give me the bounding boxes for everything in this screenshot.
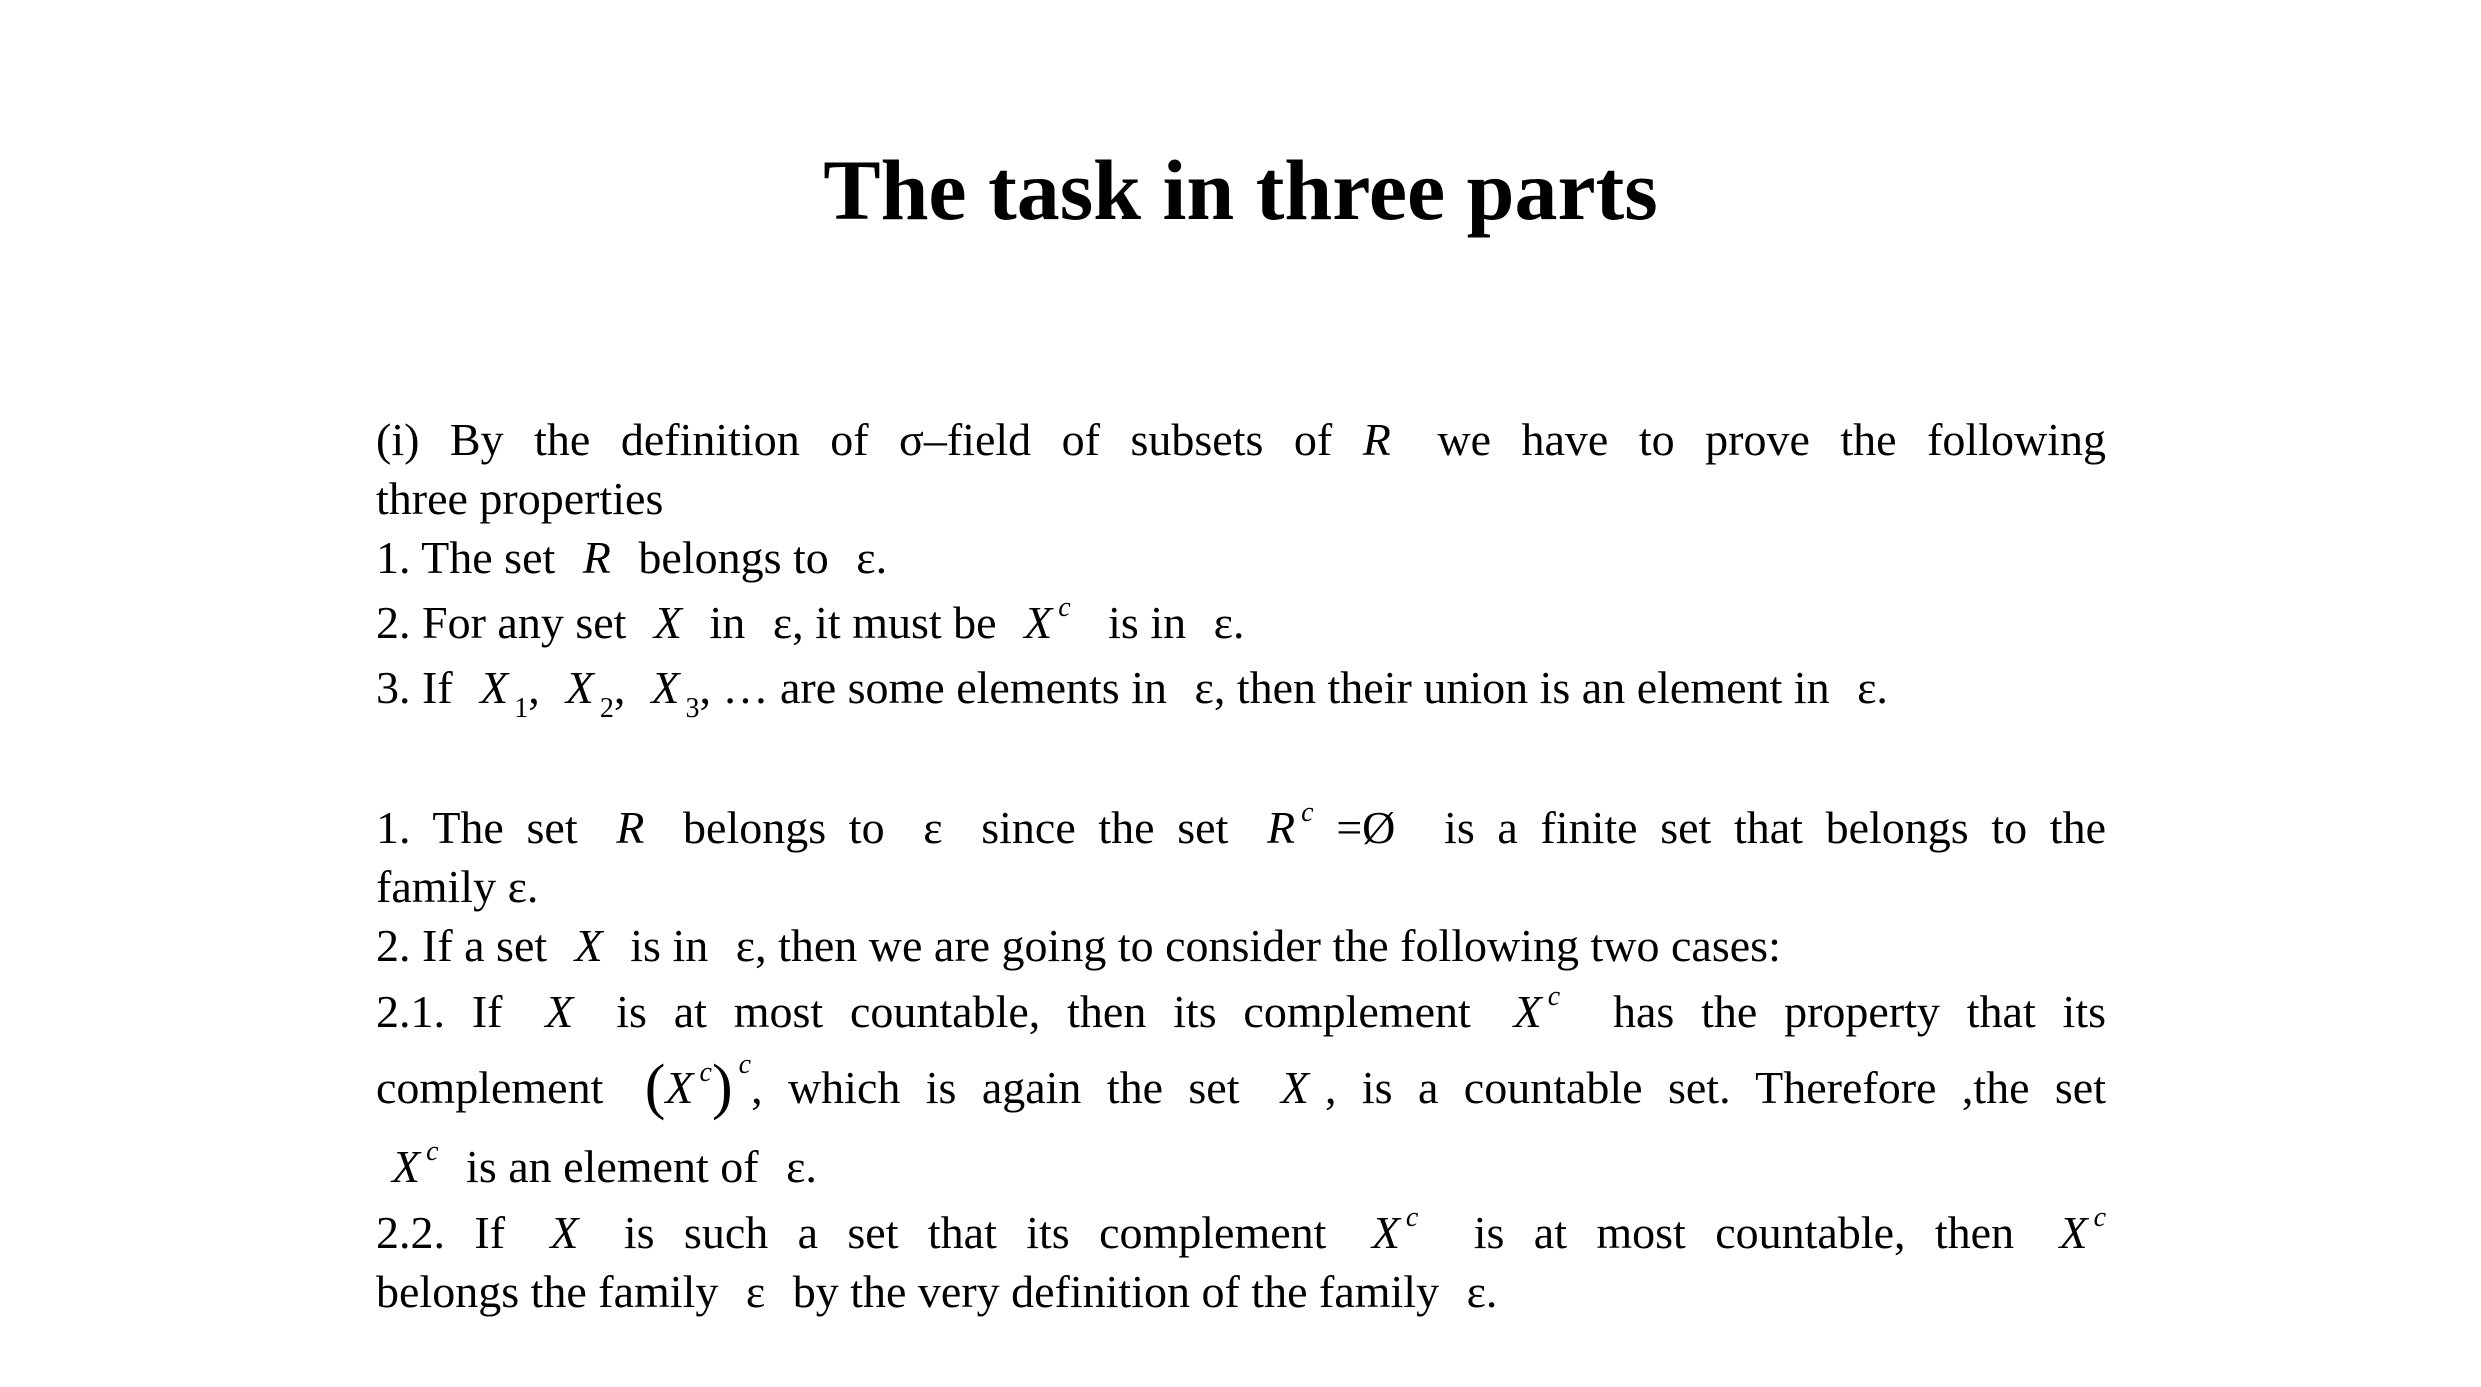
property-1: 1. The set R belongs to ε. bbox=[376, 532, 888, 583]
property-2: 2. For any set X in ε, it must be X $^c$ is in ε. bbox=[376, 592, 1245, 648]
proof-line-6: X $^c$ is an element of ε. bbox=[392, 1136, 817, 1192]
sigma-symbol: σ bbox=[899, 414, 924, 465]
intro-line-2: three properties bbox=[376, 473, 664, 524]
proof-line-8: belongs the family ε by the very definition of the family ε. bbox=[376, 1266, 1498, 1317]
proof-line-7: 2.2. If X is such a set that its complement X $^c$ is at most countable, then X $^c$ bbox=[376, 1202, 2106, 1258]
page-title: The task in three parts bbox=[823, 142, 1658, 238]
proof-line-1: 1. The set R belongs to ε since the set R $^c$ =Ø is a finite set that belongs to the bbox=[376, 797, 2106, 853]
set-R: R bbox=[1362, 414, 1391, 465]
empty-set-symbol: Ø bbox=[1362, 802, 1396, 853]
intro-line-1: (i) By the definition of σ–field of subsets of R we have to prove the following bbox=[376, 414, 2106, 465]
epsilon-symbol: ε bbox=[856, 532, 876, 583]
proof-line-5: complement (X $^c$) $^c$, which is again the set X , is a countable set. Therefore ,the set bbox=[376, 1049, 2107, 1121]
property-3: 3. If X $_1$, X $_2$, X $_3$, … are some elements in ε, then their union is an element in ε. bbox=[376, 662, 1888, 724]
proof-line-2: family ε. bbox=[376, 861, 539, 912]
proof-line-4: 2.1. If X is at most countable, then its complement X $^c$ has the property that its bbox=[376, 981, 2107, 1037]
proof-line-3: 2. If a set X is in ε, then we are going to consider the following two cases: bbox=[376, 920, 1781, 971]
